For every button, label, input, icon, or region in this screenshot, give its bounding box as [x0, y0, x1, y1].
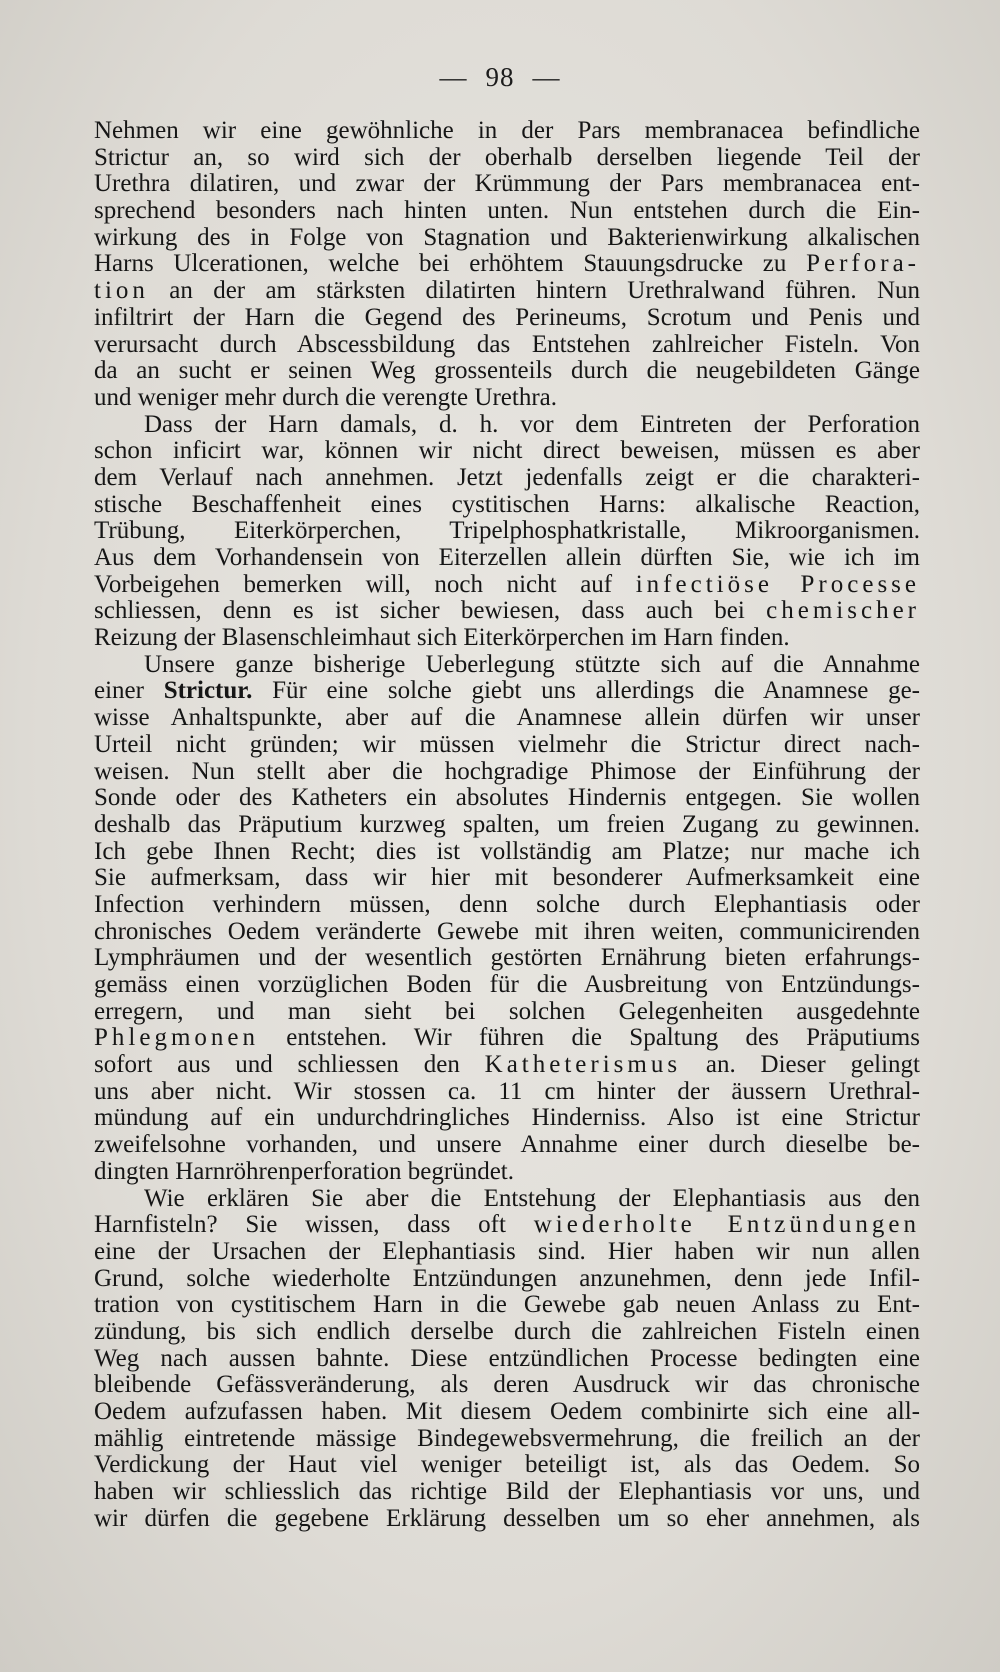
text-line	[94, 839, 920, 866]
line-text: zündung, bis sich endlich derselbe durch die zahlreichen Fisteln einen	[94, 1317, 920, 1345]
text-line	[94, 945, 920, 972]
line-text: infiltrirt der Harn die Gegend des Perineums, Scrotum und Penis und	[94, 303, 920, 331]
text-line	[94, 919, 920, 946]
text-line	[94, 1479, 920, 1506]
page-number: 98	[485, 62, 515, 92]
emphasized-text: Phlegmonen	[94, 1024, 259, 1052]
line-text: Aus dem Vorhandensein von Eiterzellen allein dürften Sie, wie ich im	[94, 544, 920, 571]
text-line	[94, 1186, 920, 1213]
text-line	[94, 812, 920, 839]
text-line	[94, 1506, 920, 1533]
text-line	[94, 598, 920, 625]
line-text: Verdickung der Haut viel weniger beteiligt ist, als das Oedem. So	[94, 1451, 920, 1479]
line-text: schliessen, denn es ist sicher bewiesen, dass auch bei	[94, 597, 767, 625]
line-text: Urteil nicht gründen; wir müssen vielmehr die Strictur direct nach-	[94, 730, 920, 758]
line-text: Sonde oder des Katheters ein absolutes Hindernis entgegen. Sie wollen	[94, 784, 920, 812]
emphasized-text: tion	[94, 277, 149, 305]
line-text: wirkung des in Folge von Stagnation und Bakterienwirkung alkalischen	[94, 223, 920, 251]
text-line	[94, 412, 920, 439]
bold-text: Strictur.	[163, 677, 253, 705]
line-text: mählig eintretende mässige Bindegewebsvermehrung, die freilich an der	[94, 1424, 920, 1452]
text-line	[94, 1079, 920, 1106]
header-dash-left: —	[439, 62, 468, 92]
text-line	[94, 1212, 920, 1239]
line-text: an der am stärksten dilatirten hintern Urethralwand führen. Nun	[148, 277, 920, 305]
line-text: Für eine solche giebt uns allerdings die Anamnese ge-	[252, 677, 920, 705]
text-line	[94, 358, 920, 385]
line-text: Unsere ganze bisherige Ueberlegung stützte sich auf die Annahme	[144, 650, 920, 678]
line-text: verursacht durch Abscessbildung das Entstehen zahlreicher Fisteln. Von	[94, 330, 920, 358]
header-dash-right: —	[532, 62, 561, 92]
text-line	[94, 251, 920, 278]
line-text: uns aber nicht. Wir stossen ca. 11 cm hinter der äussern Urethral-	[94, 1077, 920, 1105]
text-line	[94, 1132, 920, 1159]
line-text: Wie erklären Sie aber die Entstehung der Elephantiasis aus den	[144, 1184, 920, 1212]
line-text: zweifelsohne vorhanden, und unsere Annahme einer durch dieselbe be-	[94, 1131, 920, 1159]
text-line	[94, 1052, 920, 1079]
line-text: weisen. Nun stellt aber die hochgradige Phimose der Einführung der	[94, 757, 920, 785]
text-line	[94, 492, 920, 519]
line-text: Strictur an, so wird sich der oberhalb derselben liegende Teil der	[94, 143, 920, 171]
text-line	[94, 1292, 920, 1319]
text-line	[94, 572, 920, 599]
emphasized-text: wiederholte Entzündungen	[533, 1211, 920, 1239]
line-text: da an sucht er seinen Weg grossenteils durch die neugebildeten Gänge	[94, 357, 920, 385]
line-text: und weniger mehr durch die verengte Urethra.	[94, 383, 558, 411]
text-line	[94, 1399, 920, 1426]
text-line	[94, 465, 920, 492]
text-line	[94, 1346, 920, 1373]
line-text: entstehen. Wir führen die Spaltung des Präputiums	[259, 1024, 920, 1052]
text-line	[94, 705, 920, 732]
line-text: einer	[94, 677, 164, 705]
emphasized-text: Perfora-	[806, 250, 920, 278]
page-header	[0, 62, 1000, 93]
text-line	[94, 332, 920, 359]
text-line	[94, 118, 920, 145]
line-text: erregern, und man sieht bei solchen Gelegenheiten ausgedehnte	[94, 997, 920, 1025]
line-text: sprechend besonders nach hinten unten. Nun entstehen durch die Ein-	[94, 197, 920, 225]
line-text: Trübung, Eiterkörperchen, Tripelphosphatkristalle, Mikroorganismen.	[94, 517, 920, 545]
text-line	[94, 999, 920, 1026]
text-line	[94, 1319, 920, 1346]
text-line	[94, 1105, 920, 1132]
line-text: Vorbeigehen bemerken will, noch nicht auf	[94, 570, 636, 598]
body-text	[94, 118, 920, 1532]
text-line	[94, 732, 920, 759]
line-text: mündung auf ein undurchdringliches Hinderniss. Also ist eine Strictur	[94, 1104, 920, 1132]
line-text: deshalb das Präputium kurzweg spalten, um freien Zugang zu gewinnen.	[94, 810, 920, 838]
emphasized-text: infectiöse Processe	[635, 570, 920, 598]
text-line	[94, 305, 920, 332]
emphasized-text: chemischer	[766, 597, 920, 625]
line-text: bleibende Gefässveränderung, als deren Ausdruck wir das chronische	[94, 1371, 920, 1399]
text-line	[94, 972, 920, 999]
line-text: haben wir schliesslich das richtige Bild der Elephantiasis vor uns, und	[94, 1478, 920, 1506]
line-text: wisse Anhaltspunkte, aber auf die Anamnese allein dürfen wir unser	[94, 704, 920, 732]
line-text: sofort aus und schliessen den	[94, 1051, 485, 1079]
text-line	[94, 759, 920, 786]
text-line	[94, 545, 920, 572]
text-line	[94, 145, 920, 172]
text-line	[94, 1426, 920, 1453]
line-text: Reizung der Blasenschleimhaut sich Eiterkörperchen im Harn finden.	[94, 624, 790, 652]
line-text: Weg nach aussen bahnte. Diese entzündlichen Processe bedingten eine	[94, 1344, 920, 1372]
text-line	[94, 1159, 920, 1186]
text-line	[94, 1372, 920, 1399]
line-text: tration von cystitischem Harn in die Gewebe gab neuen Anlass zu Ent-	[94, 1291, 920, 1319]
text-line	[94, 278, 920, 305]
line-text: schon inficirt war, können wir nicht direct beweisen, müssen es aber	[94, 437, 920, 465]
emphasized-text: Katheterismus	[484, 1051, 682, 1079]
text-line	[94, 1452, 920, 1479]
line-text: Urethra dilatiren, und zwar der Krümmung der Pars membranacea ent-	[94, 170, 920, 198]
line-text: Nehmen wir eine gewöhnliche in der Pars membranacea befindliche	[94, 117, 920, 144]
text-line	[94, 518, 920, 545]
line-text: an. Dieser gelingt	[681, 1051, 920, 1079]
line-text: gemäss einen vorzüglichen Boden für die Ausbreitung von Entzündungs-	[94, 971, 920, 998]
line-text: Ich gebe Ihnen Recht; dies ist vollständig am Platze; nur mache ich	[94, 837, 920, 865]
text-line	[94, 438, 920, 465]
text-line	[94, 652, 920, 679]
text-line	[94, 171, 920, 198]
line-text: Lymphräumen und der wesentlich gestörten Ernährung bieten erfahrungs-	[94, 944, 920, 972]
text-line	[94, 785, 920, 812]
line-text: stische Beschaffenheit eines cystitischen Harns: alkalische Reaction,	[94, 490, 920, 518]
line-text: Oedem aufzufassen haben. Mit diesem Oedem combinirte sich eine all-	[94, 1398, 920, 1425]
text-line	[94, 385, 920, 412]
text-line	[94, 865, 920, 892]
text-line	[94, 225, 920, 252]
text-line	[94, 1239, 920, 1266]
line-text: Grund, solche wiederholte Entzündungen anzunehmen, denn jede Infil-	[94, 1264, 920, 1292]
line-text: Dass der Harn damals, d. h. vor dem Eintreten der Perforation	[144, 410, 920, 438]
line-text: wir dürfen die gegebene Erklärung desselben um so eher annehmen, als	[94, 1504, 920, 1532]
line-text: dem Verlauf nach annehmen. Jetzt jedenfalls zeigt er die charakteri-	[94, 463, 920, 491]
text-line	[94, 625, 920, 652]
text-line	[94, 678, 920, 705]
line-text: eine der Ursachen der Elephantiasis sind. Hier haben wir nun allen	[94, 1237, 920, 1265]
line-text: chronisches Oedem veränderte Gewebe mit ihren weiten, communicirenden	[94, 917, 920, 945]
line-text: Sie aufmerksam, dass wir hier mit besonderer Aufmerksamkeit eine	[94, 864, 920, 892]
text-line	[94, 892, 920, 919]
line-text: Infection verhindern müssen, denn solche durch Elephantiasis oder	[94, 890, 920, 918]
text-line	[94, 1266, 920, 1293]
line-text: dingten Harnröhrenperforation begründet.	[94, 1157, 514, 1185]
line-text: Harnfisteln? Sie wissen, dass oft	[94, 1211, 534, 1239]
text-line	[94, 1025, 920, 1052]
text-line	[94, 198, 920, 225]
line-text: Harns Ulcerationen, welche bei erhöhtem Stauungsdrucke zu	[94, 250, 807, 278]
